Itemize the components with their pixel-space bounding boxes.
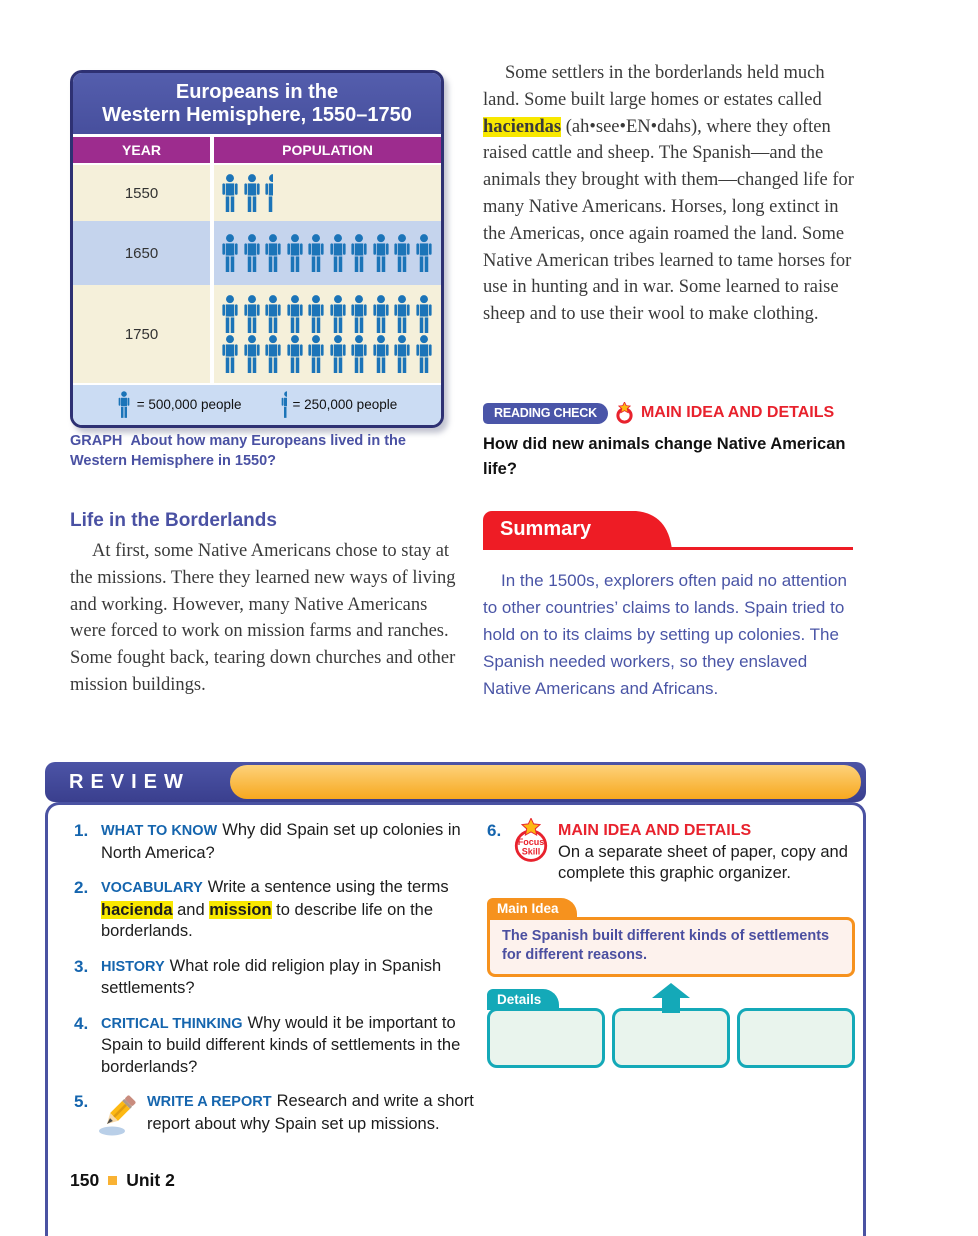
question-text: Research and write a short report about why Spain set up missions.: [147, 1092, 474, 1133]
summary-section: [483, 511, 853, 702]
right-paragraph: [483, 60, 857, 328]
summary-heading: Summary: [483, 511, 630, 550]
summary-text: In the 1500s, explorers often paid no attention to other countries’ claims to lands. Spain tried to hold on to its claims by setting up colonies. The Spanish needed workers, so they enslaved Native Americans and Africans.: [483, 571, 847, 698]
reading-check-question: How did new animals change Native American life?: [483, 435, 846, 478]
reading-check-skill-label: MAIN IDEA AND DETAILS: [640, 404, 835, 421]
pencil-icon: [99, 1091, 139, 1139]
question-number: 1.: [74, 821, 89, 840]
graph-caption: [70, 431, 452, 471]
focus-skill-icon: [512, 818, 550, 864]
unit-label: Unit 2: [126, 1170, 175, 1190]
section-heading: Life in the Borderlands: [70, 510, 277, 531]
detail-boxes: [487, 1008, 855, 1068]
review-questions-left: [74, 820, 476, 1148]
detail-box-1: [487, 1008, 605, 1068]
question-text: to describe life on the borderlands.: [101, 900, 434, 940]
pictograph-1550: [214, 165, 441, 221]
question-text: Write a sentence using the terms: [207, 878, 449, 896]
review-header: REVIEW: [69, 771, 190, 793]
question-text: and: [172, 900, 210, 919]
review-banner-tab: [230, 765, 861, 799]
population-chart: [70, 70, 444, 428]
graph-caption-label: GRAPH: [70, 433, 123, 449]
main-idea-tab: Main Idea: [487, 898, 577, 919]
page-number: 150: [70, 1170, 100, 1190]
reading-check-badge: READING CHECK: [483, 403, 608, 424]
question-text: Why did Spain set up colonies in North America?: [101, 821, 461, 862]
legend-full-label: = 500,000 people: [136, 397, 242, 412]
paragraph-text: Some settlers in the borderlands held much land. Some built large homes or estates called: [483, 63, 825, 110]
question-text: On a separate sheet of paper, copy and complete this graphic organizer.: [558, 842, 848, 882]
detail-box-2: [612, 1008, 730, 1068]
paragraph-text: (ah•see•EN•dahs), where they often raised cattle and sheep. The Spanish—and the animals they brought with them—changed life for many Native Americans. Horses, long extinct in the Americas, once again roamed the land. Some Native American tribes learned to tame horses for use in hunting and in war. Some learned to raise sheep and to use their wool to make clothing.: [483, 116, 854, 325]
focus-skill-icon: [615, 402, 634, 424]
chart-title-line1: Europeans in the: [175, 81, 339, 103]
review-question-5: [74, 1091, 476, 1135]
review-question-3: [74, 956, 476, 1000]
pictograph-1650: [214, 221, 441, 285]
question-number: 6.: [487, 821, 502, 840]
review-questions-right: [487, 820, 855, 1068]
person-icon: [117, 391, 131, 418]
year-label: 1550: [73, 165, 210, 221]
graphic-organizer: [487, 898, 855, 1068]
vocab-term-hacienda: hacienda: [101, 900, 173, 919]
review-question-2: [74, 877, 476, 943]
column-header-population: POPULATION: [214, 137, 441, 163]
question-label: MAIN IDEA AND DETAILS: [558, 822, 752, 839]
legend-item-full: [117, 391, 242, 418]
review-banner: [45, 762, 866, 802]
review-question-1: [74, 820, 476, 864]
main-idea-box: The Spanish built different kinds of settlements for different reasons.: [487, 917, 855, 977]
year-label: 1750: [73, 285, 210, 383]
chart-column-headers: [73, 137, 441, 163]
question-number: 2.: [74, 878, 89, 897]
legend-half-label: = 250,000 people: [292, 397, 398, 412]
summary-banner-curve: [630, 511, 672, 550]
question-label: WRITE A REPORT: [147, 1094, 272, 1110]
page-footer: [70, 1170, 175, 1191]
chart-title: [73, 73, 441, 137]
footer-square-icon: [108, 1176, 117, 1185]
vocab-term-haciendas: haciendas: [483, 116, 562, 137]
svg-text:Focus: Focus: [517, 836, 545, 847]
reading-check: [483, 402, 857, 482]
question-label: HISTORY: [101, 958, 165, 975]
question-number: 3.: [74, 956, 89, 976]
summary-banner: [483, 511, 853, 550]
question-text: Why would it be important to Spain to build different kinds of settlements in the borderlands?: [101, 1013, 461, 1076]
left-paragraph: At first, some Native Americans chose to stay at the missions. There they learned new ways of living and working. However, many Native Americans were forced to work on mission farms and ranches. Some fought back, tearing down churches and other mission buildings.: [70, 541, 456, 695]
half-person-icon: [280, 391, 287, 418]
question-label: WHAT TO KNOW: [101, 823, 218, 839]
chart-row-1550: [73, 165, 441, 221]
pictograph-1750: [214, 285, 441, 383]
question-text: What role did religion play in Spanish settlements?: [101, 956, 442, 997]
details-tab: Details: [487, 989, 559, 1010]
legend-item-half: [280, 391, 398, 418]
graph-caption-text: About how many Europeans lived in the Western Hemisphere in 1550?: [70, 433, 406, 469]
year-label: 1650: [73, 221, 210, 285]
svg-text:Skill: Skill: [521, 846, 541, 857]
review-question-4: [74, 1013, 476, 1079]
arrow-up-icon: [649, 983, 693, 1013]
chart-row-1750: [73, 285, 441, 383]
vocab-term-mission: mission: [209, 900, 272, 919]
question-label: VOCABULARY: [101, 880, 203, 896]
chart-legend: [73, 385, 441, 425]
chart-title-line2: Western Hemisphere, 1550–1750: [102, 104, 412, 126]
chart-row-1650: [73, 221, 441, 285]
column-header-year: YEAR: [73, 137, 210, 163]
question-number: 4.: [74, 1013, 89, 1033]
question-label: CRITICAL THINKING: [101, 1015, 243, 1032]
details-section: [487, 989, 855, 1068]
question-number: 5.: [74, 1092, 89, 1111]
review-question-6: [487, 820, 855, 885]
detail-box-3: [737, 1008, 855, 1068]
